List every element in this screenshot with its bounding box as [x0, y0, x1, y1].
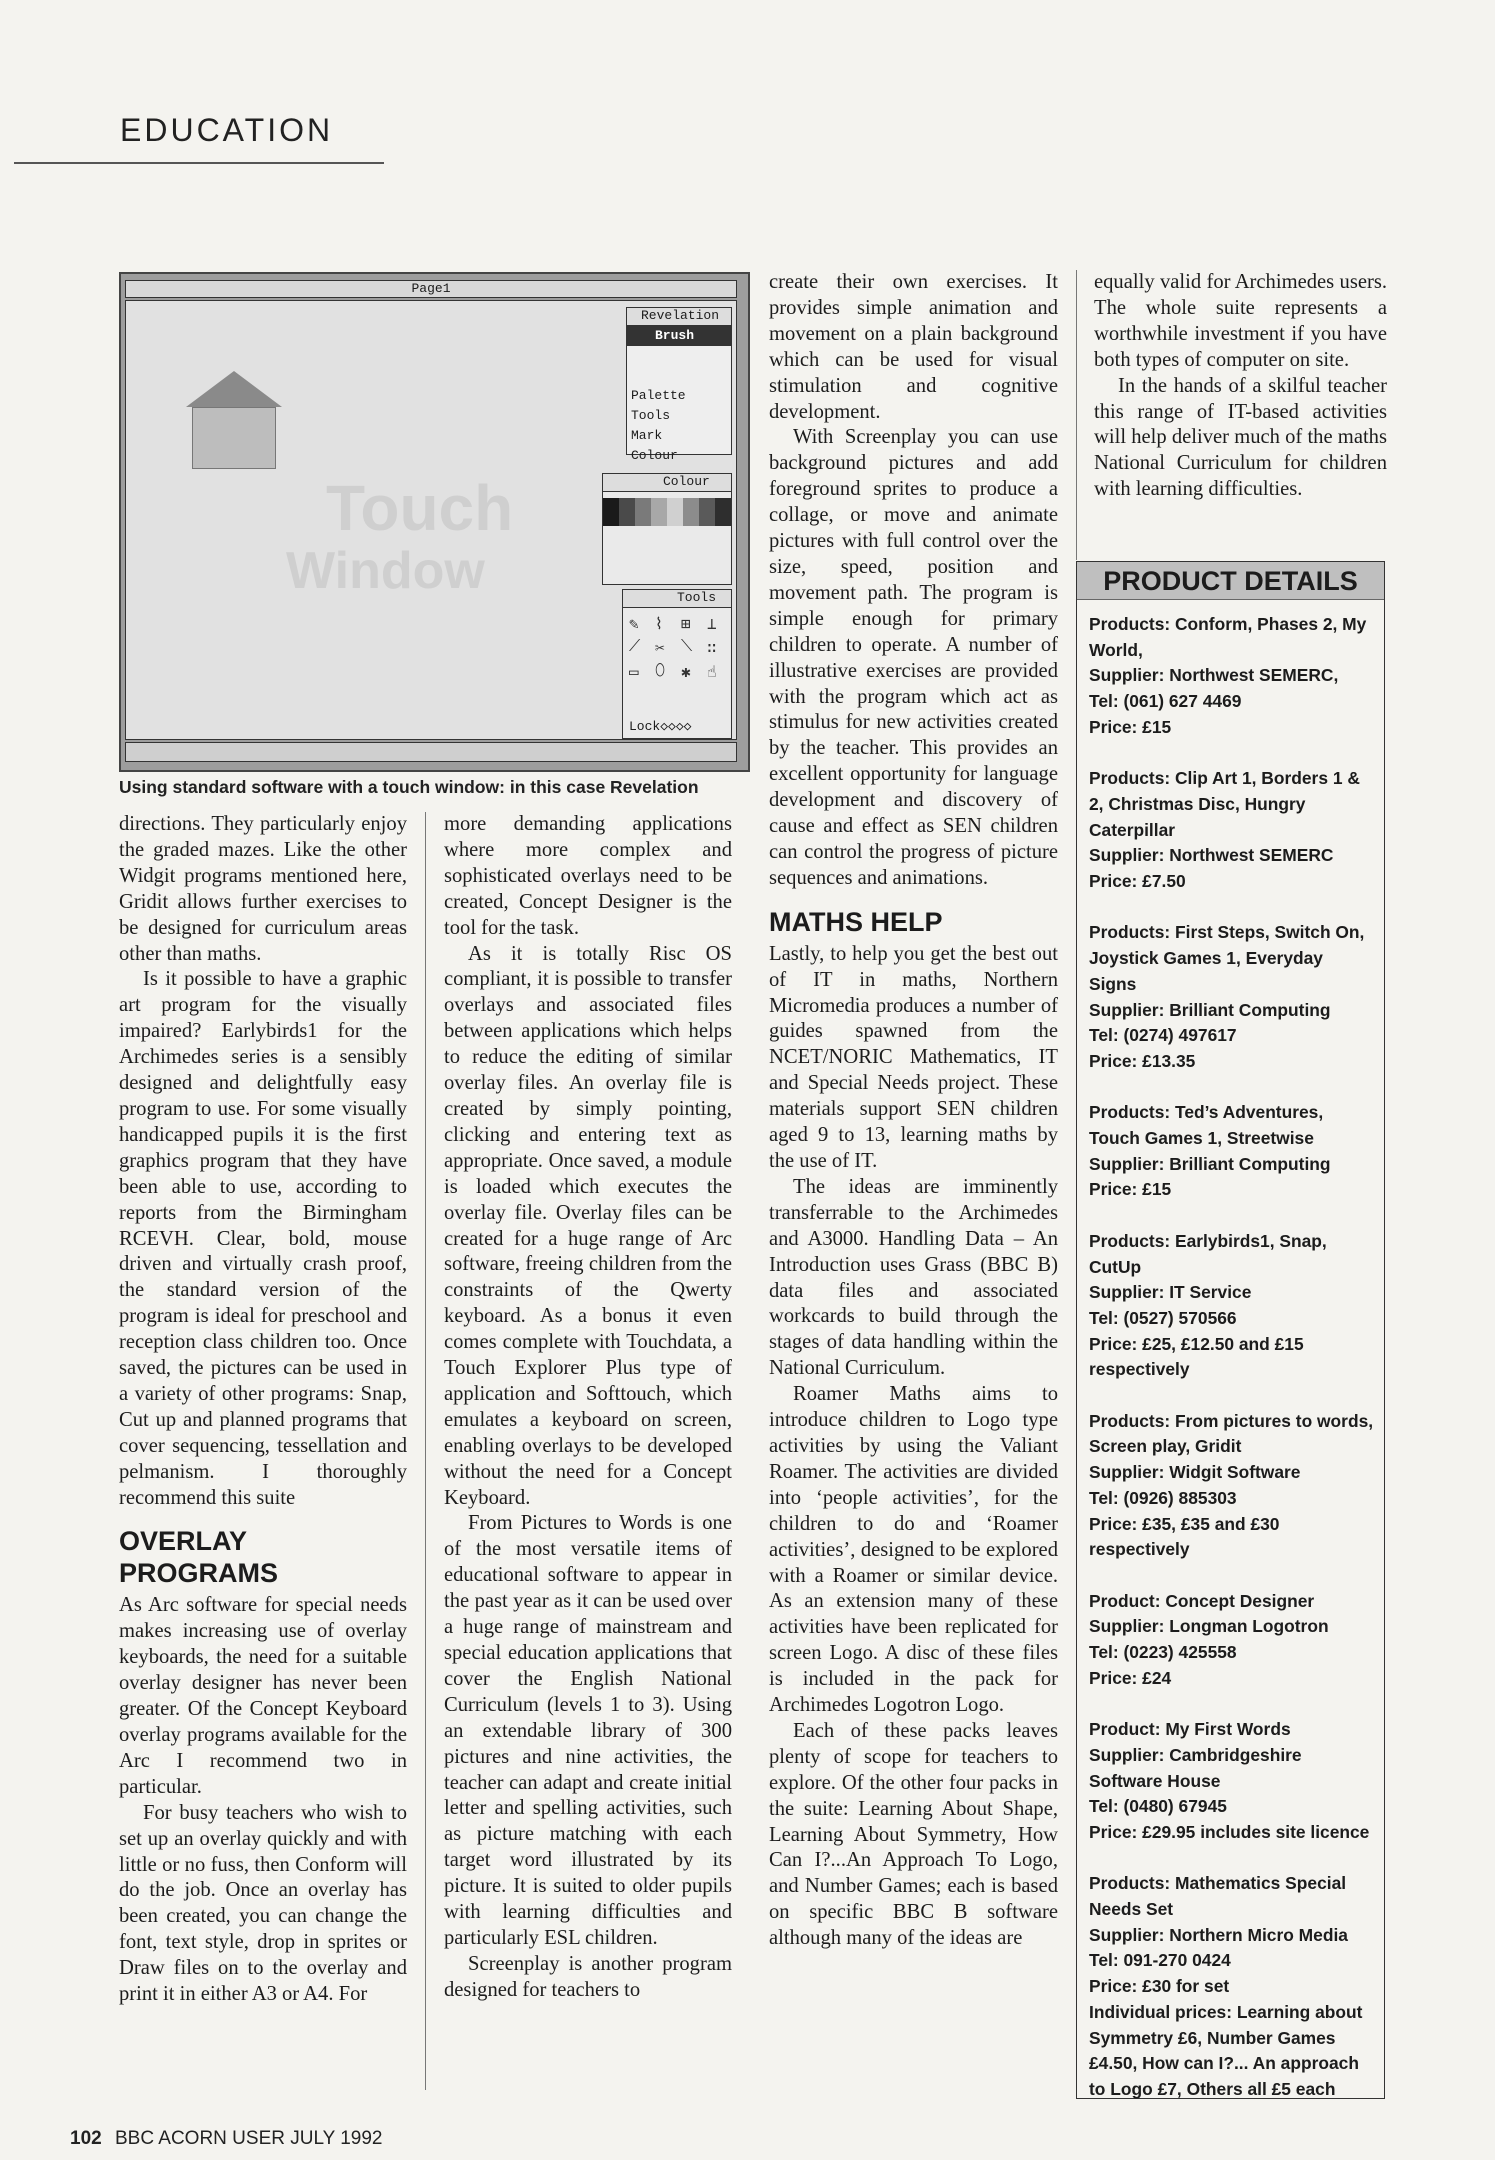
scissors-icon: ✂ — [655, 640, 665, 658]
menu-item: Tools — [631, 408, 671, 423]
figure-screenshot — [119, 272, 750, 772]
figure-caption: Using standard software with a touch window: in this case Revelation — [119, 777, 699, 797]
product-entry — [1089, 1871, 1374, 2102]
lock-label: Lock◇◇◇◇ — [629, 719, 692, 734]
article-column-3 — [769, 270, 1058, 1952]
paragraph: With Screenplay you can use background pictures and add foreground sprites to produce a collage, or move and animate pictures with full control over the size, speed, position and movement path. The program is simple enough for primary children to operate. A number of illustrative exercises are provided with the program which act as stimulus for new activities created by the teacher. This provides an excellent opportunity for language development and discovery of cause and effect as SEN children can control the progress of picture sequences and animations. — [769, 426, 1058, 889]
ghost-text: Window — [286, 542, 485, 600]
pattern-icon: ∷ — [707, 640, 717, 658]
product-entry-line: Price: £15 — [1089, 1179, 1172, 1200]
revelation-menu — [626, 307, 732, 463]
product-entry-line: Tel: (0480) 67945 — [1089, 1796, 1227, 1817]
star-icon: ✱ — [681, 664, 691, 682]
article-column-4 — [1094, 270, 1387, 503]
paragraph: As it is totally Risc OS compliant, it is possible to transfer overlays and associated files between applications which helps to reduce the editing of similar overlay files. An overlay file is created by simply pointing, clicking and entering text as appropriate. Once saved, a module is loaded which executes the overlay file. Overlay files can be created for a huge range of Arc software, freeing children from the constraints of the Qwerty keyboard. As a bonus it even comes complete with Touchdata, a Touch Explorer Plus type of application and Softtouch, which emulates a keyboard on screen, enabling overlays to be developed without the need for a Concept Keyboard. — [444, 942, 732, 1509]
product-entry-line: Products: First Steps, Switch On, Joystick Games 1, Everyday Signs — [1089, 922, 1365, 994]
menu-item-selected: Brush — [627, 326, 731, 346]
colour-window-title: Colour — [603, 474, 731, 492]
tools-window-title: Tools — [623, 590, 731, 608]
subheading-maths-help: MATHS HELP — [769, 906, 943, 937]
product-entry-line: Supplier: Widgit Software — [1089, 1462, 1301, 1483]
product-entry-line: Individual prices: Learning about Symmetry £6, Number Games £4.50, How can I?... An approach to Logo £7, Others all £5 each — [1089, 2001, 1363, 2099]
swatch — [635, 498, 651, 526]
paragraph: directions. They particularly enjoy the graded mazes. Like the other Widgit programs mentioned here, Gridit allows further exercises to be designed for curriculum areas other than maths. — [119, 813, 407, 965]
product-entry-line: Price: £15 — [1089, 716, 1172, 737]
product-entry — [1089, 766, 1374, 895]
paragraph: Lastly, to help you get the best out of IT in maths, Northern Micromedia produces a number of guides spawned from the NCET/NORIC Mathematics, IT and Special Needs project. These materials support SEN children aged 9 to 13, learning maths by the use of IT. — [769, 942, 1058, 1172]
product-entry-line: Products: Clip Art 1, Borders 1 & 2, Christmas Disc, Hungry Caterpillar — [1089, 768, 1360, 840]
paragraph: For busy teachers who wish to set up an overlay quickly and with little or no fuss, then Conform will do the job. Once an overlay has been created, you can change the font, text style, drop in sprites or Draw files on to the overlay and print it in either A3 or A4. For — [119, 1801, 407, 2006]
swatch — [715, 498, 731, 526]
product-details-heading: PRODUCT DETAILS — [1077, 562, 1384, 600]
product-entry-line: Price: £29.95 includes site licence — [1089, 1821, 1370, 1842]
line-icon: ⊥ — [707, 616, 717, 634]
product-entry-line: Supplier: Northern Micro Media — [1089, 1924, 1348, 1945]
tools-window — [622, 589, 732, 739]
hand-icon: ☝ — [707, 664, 717, 682]
product-entry-line: Products: From pictures to words, Screen play, Gridit — [1089, 1410, 1374, 1457]
product-entry-line: Products: Ted’s Adventures, Touch Games 1, Streetwise — [1089, 1102, 1324, 1149]
section-title: EDUCATION — [120, 112, 334, 148]
section-rule — [14, 162, 384, 164]
house-drawing-body — [192, 407, 276, 469]
paragraph: From Pictures to Words is one of the most versatile items of educational software to appear in the past year as it can be used over a huge range of mainstream and special education applications that cover the English National Curriculum (levels 1 to 3). Using an extendable library of 300 pictures and nine activities, the teacher can adapt and create initial letter and spelling activities, such as picture matching with each target word illustrated by its picture. It is suited to older pupils with learning difficulties and particularly ESL children. — [444, 1512, 732, 1949]
ghost-text: Touch — [326, 472, 514, 544]
paragraph: As Arc software for special needs makes increasing use of overlay keyboards, the need for a suitable overlay designer has never been greater. Of the Concept Keyboard overlay programs available for the Arc I recommend two in particular. — [119, 1594, 407, 1798]
paragraph: In the hands of a skilful teacher this range of IT-based activities will help deliver much of the maths National Curriculum for children with learning difficulties. — [1094, 374, 1387, 501]
menu-item: Mark — [631, 428, 663, 443]
product-entry-line: Tel: (0223) 425558 — [1089, 1642, 1237, 1663]
fill-icon: ⊞ — [681, 616, 691, 634]
spray-icon: ⟍ — [681, 638, 693, 656]
product-entry-line: Supplier: Northwest SEMERC — [1089, 845, 1334, 866]
product-entry-line: Tel: 091-270 0424 — [1089, 1950, 1231, 1971]
tools-grid — [623, 608, 731, 688]
column-divider — [425, 812, 426, 2090]
rectangle-icon: ▭ — [629, 664, 639, 682]
swatch — [683, 498, 699, 526]
product-entry-line: Price: £13.35 — [1089, 1050, 1196, 1071]
product-entry — [1089, 1589, 1374, 1692]
menu-item: Palette — [631, 388, 686, 403]
product-entry-line: Supplier: IT Service — [1089, 1282, 1252, 1303]
product-entry-line: Tel: (0527) 570566 — [1089, 1307, 1237, 1328]
product-entry — [1089, 1409, 1374, 1563]
horizontal-scrollbar — [125, 742, 737, 762]
product-entry-line: Product: My First Words — [1089, 1719, 1291, 1740]
article-column-1 — [119, 812, 407, 2008]
page-footer — [70, 2128, 383, 2150]
product-entry-line: Price: £35, £35 and £30 respectively — [1089, 1513, 1280, 1560]
product-entry-line: Supplier: Longman Logotron — [1089, 1616, 1329, 1637]
product-entry — [1089, 1717, 1374, 1846]
product-entry-line: Tel: (0274) 497617 — [1089, 1025, 1237, 1046]
pen-icon: ✎ — [629, 616, 639, 634]
swatch — [619, 498, 635, 526]
paragraph: Roamer Maths aims to introduce children to Logo type activities by using the Valiant Roamer. The activities are divided into ‘people activities’, for the children to do and ‘Roamer activities’, designed to be explored with a Roamer or similar device. As an extension many of these activities have been replicated for screen Logo. A disc of these files is included in the pack for Archimedes Logotron Logo. — [769, 1383, 1058, 1717]
paragraph: more demanding applications where more complex and sophisticated overlays need to be created, Concept Designer is the tool for the task. — [444, 813, 732, 939]
paragraph: The ideas are imminently transferrable to the Archimedes and A3000. Handling Data – An Introduction uses Grass (BBC B) data files and associated workcards to build through the stages of data handling within the National Curriculum. — [769, 1175, 1058, 1380]
product-entry-line: Products: Conform, Phases 2, My World, — [1089, 614, 1367, 660]
product-entry — [1089, 1229, 1374, 1383]
subheading-overlay-programs: OVERLAY PROGRAMS — [119, 1526, 279, 1589]
swatch — [667, 498, 683, 526]
product-entry-line: Supplier: Brilliant Computing — [1089, 999, 1331, 1020]
product-entry-line: Supplier: Northwest SEMERC, — [1089, 665, 1339, 686]
paragraph: Each of these packs leaves plenty of scope for teachers to explore. Of the other four packs in the suite: Learning About Shape, Learning About Symmetry, How Can I?...An Approach To Logo, and Number Games; each is based on specific BBC B software although many of the ideas are — [769, 1719, 1058, 1950]
product-entry-line: Products: Mathematics Special Needs Set — [1089, 1873, 1347, 1920]
product-entry-line: Supplier: Brilliant Computing — [1089, 1153, 1331, 1174]
swatch — [699, 498, 715, 526]
product-entry-line: Tel: (061) 627 4469 — [1089, 691, 1242, 712]
product-entry-line: Products: Earlybirds1, Snap, CutUp — [1089, 1230, 1327, 1277]
article-column-2 — [444, 812, 732, 2004]
product-entry-line: Price: £24 — [1089, 1667, 1172, 1688]
menu-title: Revelation — [627, 308, 731, 326]
product-entry-line: Product: Concept Designer — [1089, 1590, 1315, 1611]
publication-line: BBC ACORN USER JULY 1992 — [114, 2128, 383, 2149]
product-details-box — [1076, 561, 1385, 2099]
product-entry-line: Price: £7.50 — [1089, 871, 1186, 892]
product-entry-line: Price: £30 for set — [1089, 1976, 1230, 1997]
column-divider — [1076, 270, 1077, 560]
swatch — [603, 498, 619, 526]
product-entry — [1089, 612, 1374, 741]
menu-item: Colour — [631, 448, 678, 463]
window-title-bar: Page1 — [125, 280, 737, 298]
product-entry-line: Tel: (0926) 885303 — [1089, 1487, 1237, 1508]
colour-window — [602, 473, 732, 585]
ellipse-icon: ⬯ — [655, 662, 666, 680]
colour-swatches — [603, 498, 731, 526]
product-entry — [1089, 1100, 1374, 1203]
paragraph: Is it possible to have a graphic art program for the visually impaired? Earlybirds1 for the Archimedes series is a sensibly designed and delightfully easy program to use. For some visually handicapped pupils it is the first graphics program that they have been able to use, according to reports from the Birmingham RCEVH. Clear, bold, mouse driven and virtually crash proof, the standard version of the program is ideal for preschool and reception class children too. Once saved, the pictures can be used in a variety of other programs: Snap, Cut up and planned programs that cover sequencing, tessellation and pelmanism. I thoroughly recommend this suite — [119, 968, 407, 1509]
product-entry-line: Price: £25, £12.50 and £15 respectively — [1089, 1333, 1304, 1380]
paragraph: Screenplay is another program designed for teachers to — [444, 1952, 732, 2001]
house-drawing-roof — [186, 371, 282, 407]
paragraph: create their own exercises. It provides simple animation and movement on a plain background which can be used for visual stimulation and cognitive development. — [769, 271, 1058, 423]
brush-icon: ⌇ — [655, 616, 663, 634]
product-entry — [1089, 920, 1374, 1074]
paragraph: equally valid for Archimedes users. The whole suite represents a worthwhile investment if you have both types of computer on site. — [1094, 271, 1387, 371]
swatch — [651, 498, 667, 526]
page-number: 102 — [70, 2128, 102, 2149]
draw-icon: ⟋ — [629, 638, 641, 656]
product-entry-line: Supplier: Cambridgeshire Software House — [1089, 1744, 1302, 1791]
product-details-list — [1077, 600, 1384, 2103]
canvas-window — [125, 300, 737, 740]
